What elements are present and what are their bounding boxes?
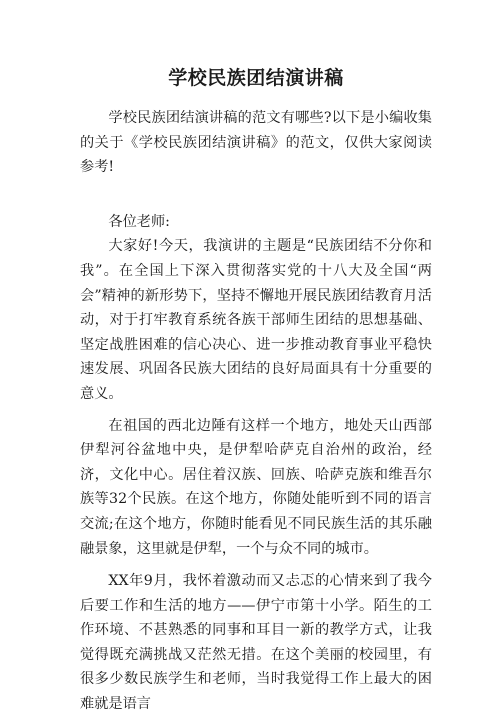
body-paragraph: XX年9月，我怀着激动而又忐忑的心情来到了我今后要工作和生活的地方——伊宁市第十小学。陌生的工作环境、不甚熟悉的同事和耳目一新的教学方式，让我觉得既充满挑战又茫然无措。在这个美丽的校园里，有很多少数民族学生和老师，当时我觉得工作上最大的困难就是语言	[80, 573, 432, 713]
greeting: 各位老师:	[108, 213, 170, 230]
body-paragraph: 大家好!今天，我演讲的主题是“民族团结不分你和我”。在全国上下深入贯彻落实党的十八大及全国“两会”精神的新形势下，坚持不懈地开展民族团结教育月活动，对于打牢教育系统各族干部师生团结的思想基础、坚定战胜困难的信心决心、进一步推动教育事业平稳快速发展、巩固各民族大团结的良好局面具有十分重要的意义。	[80, 238, 432, 402]
document-title: 学校民族团结演讲稿	[168, 67, 344, 89]
intro-paragraph: 学校民族团结演讲稿的范文有哪些?以下是小编收集的关于《学校民族团结演讲稿》的范文，仅供大家阅读参考!	[80, 110, 432, 176]
body-paragraph: 在祖国的西北边陲有这样一个地方，地处天山西部伊犁河谷盆地中央，是伊犁哈萨克自治州的政治，经济，文化中心。居住着汉族、回族、哈萨克族和维吾尔族等32个民族。在这个地方，你随处能听到不同的语言交流;在这个地方，你随时能看见不同民族生活的其乐融融景象，这里就是伊犁，一个与众不同的城市。	[80, 417, 432, 557]
